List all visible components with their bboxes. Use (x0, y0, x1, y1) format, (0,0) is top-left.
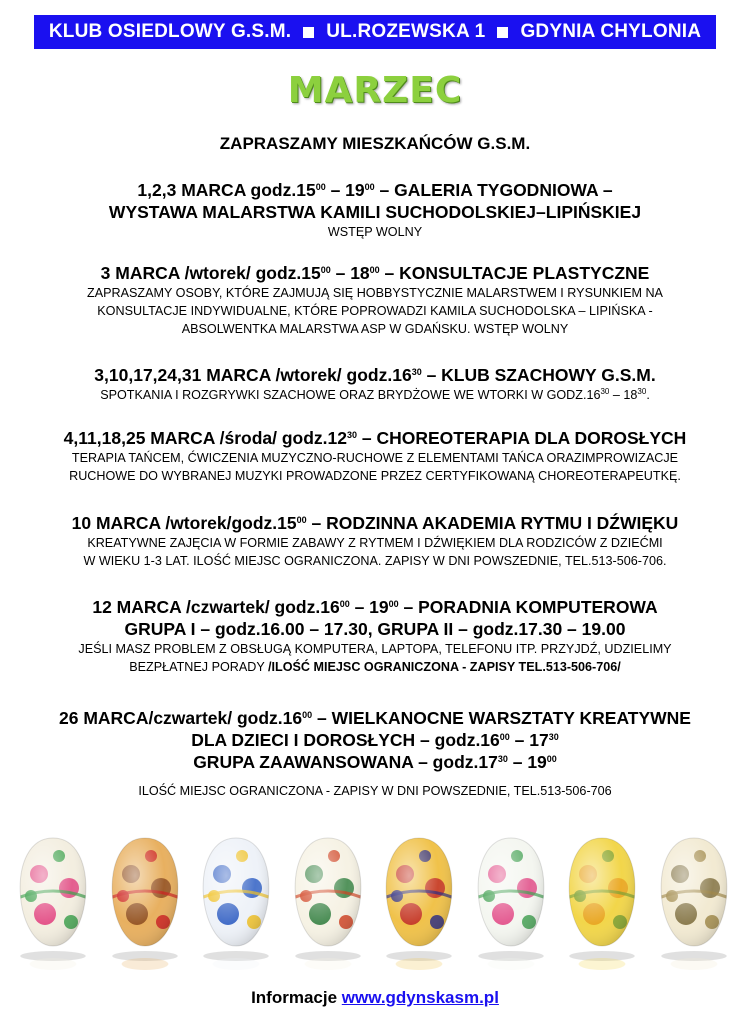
event-heading: 26 MARCA/czwartek/ $godz.16^{00}$ – WIELKANOCNE WARSZTATY KREATYWNE (59, 708, 691, 728)
egg-paisley-icon (285, 832, 371, 970)
event-heading: 3 MARCA /wtorek/ $godz.15^{00} - 18^{00}$ – KONSULTACJE PLASTYCZNE (100, 263, 650, 283)
event-heading: 4,11,18,25 MARCA /środa/ $godz.12^{30}$ – CHOREOTERAPIA DLA DOROSŁYCH (63, 428, 687, 448)
event-description: JEŚLI MASZ PROBLEM Z OBSŁUGĄ KOMPUTERA, LAPTOPA, TELEFONU ITP. PRZYJDŹ, UDZIELIMY (78, 642, 672, 656)
event-note: WSTĘP WOLNY (327, 225, 423, 239)
event-computer-clinic (4, 596, 746, 676)
event-art-consultations (4, 262, 746, 338)
website-link[interactable]: www.gdynskasm.pl (341, 988, 499, 1007)
invite-line: ZAPRASZAMY MIESZKAŃCÓW G.S.M. (219, 134, 531, 153)
event-description: RUCHOWE DO WYBRANEJ MUZYKI PROWADZONE PRZEZ CERTYFIKOWANĄ CHOREOTERAPEUTKĘ. (69, 469, 681, 483)
header-club: KLUB OSIEDLOWY G.S.M. (48, 21, 292, 42)
egg-chick-icon (559, 832, 645, 970)
header-street: UL.ROZEWSKA 1 (326, 21, 486, 42)
header-city: GDYNIA CHYLONIA (520, 21, 702, 42)
event-subheading: WYSTAWA MALARSTWA KAMILI SUCHODOLSKIEJ–LIPIŃSKIEJ (108, 202, 642, 222)
egg-folk-icon (376, 832, 462, 970)
easter-eggs-illustration (10, 822, 740, 992)
event-description: W WIEKU 1-3 LAT. ILOŚĆ MIEJSC OGRANICZONA. ZAPISY W DNI POWSZEDNIE, TEL.513-506-706. (83, 554, 667, 568)
egg-rabbit-icon (102, 832, 188, 970)
event-description: SPOTKANIA I ROZGRYWKI SZACHOWE ORAZ BRYDŻOWE WE WTORKI W $GODZ.16^{30} - 18^{30}$. (100, 387, 650, 402)
event-subheading: GRUPA ZAAWANSOWANA – $godz.17^{30} - 19^{00}$ (193, 752, 557, 772)
event-subheading: GRUPA I – godz.16.00 – 17.30, GRUPA II – godz.17.30 – 19.00 (124, 619, 626, 639)
square-bullet-icon (497, 27, 508, 38)
event-description: KREATYWNE ZAJĘCIA W FORMIE ZABAWY Z RYTMEM I DŹWIĘKIEM DLA RODZICÓW Z DZIEĆMI (87, 536, 663, 550)
egg-blue-floral-icon (193, 832, 279, 970)
footer-label: Informacje (251, 988, 342, 1007)
egg-rose-icon (468, 832, 554, 970)
event-choreotherapy (4, 427, 746, 485)
event-gallery (4, 179, 746, 241)
egg-lace-icon (651, 832, 737, 970)
event-chess-club (4, 364, 746, 404)
square-bullet-icon (303, 27, 314, 38)
event-description: TERAPIA TAŃCEM, ĆWICZENIA MUZYCZNO-RUCHOWE Z ELEMENTAMI TAŃCA ORAZIMPROWIZACJE (71, 451, 679, 465)
footer (0, 988, 750, 1008)
event-subheading: DLA DZIECI I DOROSŁYCH – $godz.16^{00} - 17^{30}$ (191, 730, 559, 750)
header-banner (34, 15, 716, 49)
event-description: KONSULTACJE INDYWIDUALNE, KTÓRE POPROWADZI KAMILA SUCHODOLSKA – LIPIŃSKA - (97, 304, 653, 318)
event-heading: 12 MARCA /czwartek/ $godz.16^{00} - 19^{00}$ – PORADNIA KOMPUTEROWA (92, 597, 658, 617)
event-rhythm-academy (4, 512, 746, 570)
egg-floral-icon (10, 832, 96, 970)
event-heading: 10 MARCA $/wtorek/godz.15^{00}$ – RODZINNA AKADEMIA RYTMU I DŹWIĘKU (71, 513, 679, 533)
event-heading: 3,10,17,24,31 MARCA /wtorek/ $godz.16^{30}$ – KLUB SZACHOWY G.S.M. (94, 365, 656, 385)
event-heading: 1,2,3 MARCA $godz.15^{00} - 19^{00}$ – GALERIA TYGODNIOWA – (137, 180, 613, 200)
event-description: BEZPŁATNEJ PORADY /ILOŚĆ MIEJSC OGRANICZONA - ZAPISY TEL.513-506-706/ (129, 660, 621, 674)
month-title: MARZEC (287, 70, 463, 111)
event-description: ZAPRASZAMY OSOBY, KTÓRE ZAJMUJĄ SIĘ HOBBYSTYCZNIE MALARSTWEM I RYSUNKIEM NA (87, 286, 663, 300)
event-description: ILOŚĆ MIEJSC OGRANICZONA - ZAPISY W DNI POWSZEDNIE, TEL.513-506-706 (138, 784, 612, 798)
event-description: ABSOLWENTKA MALARSTWA ASP W GDAŃSKU. WSTĘP WOLNY (181, 322, 569, 336)
event-easter-workshops (4, 707, 746, 800)
